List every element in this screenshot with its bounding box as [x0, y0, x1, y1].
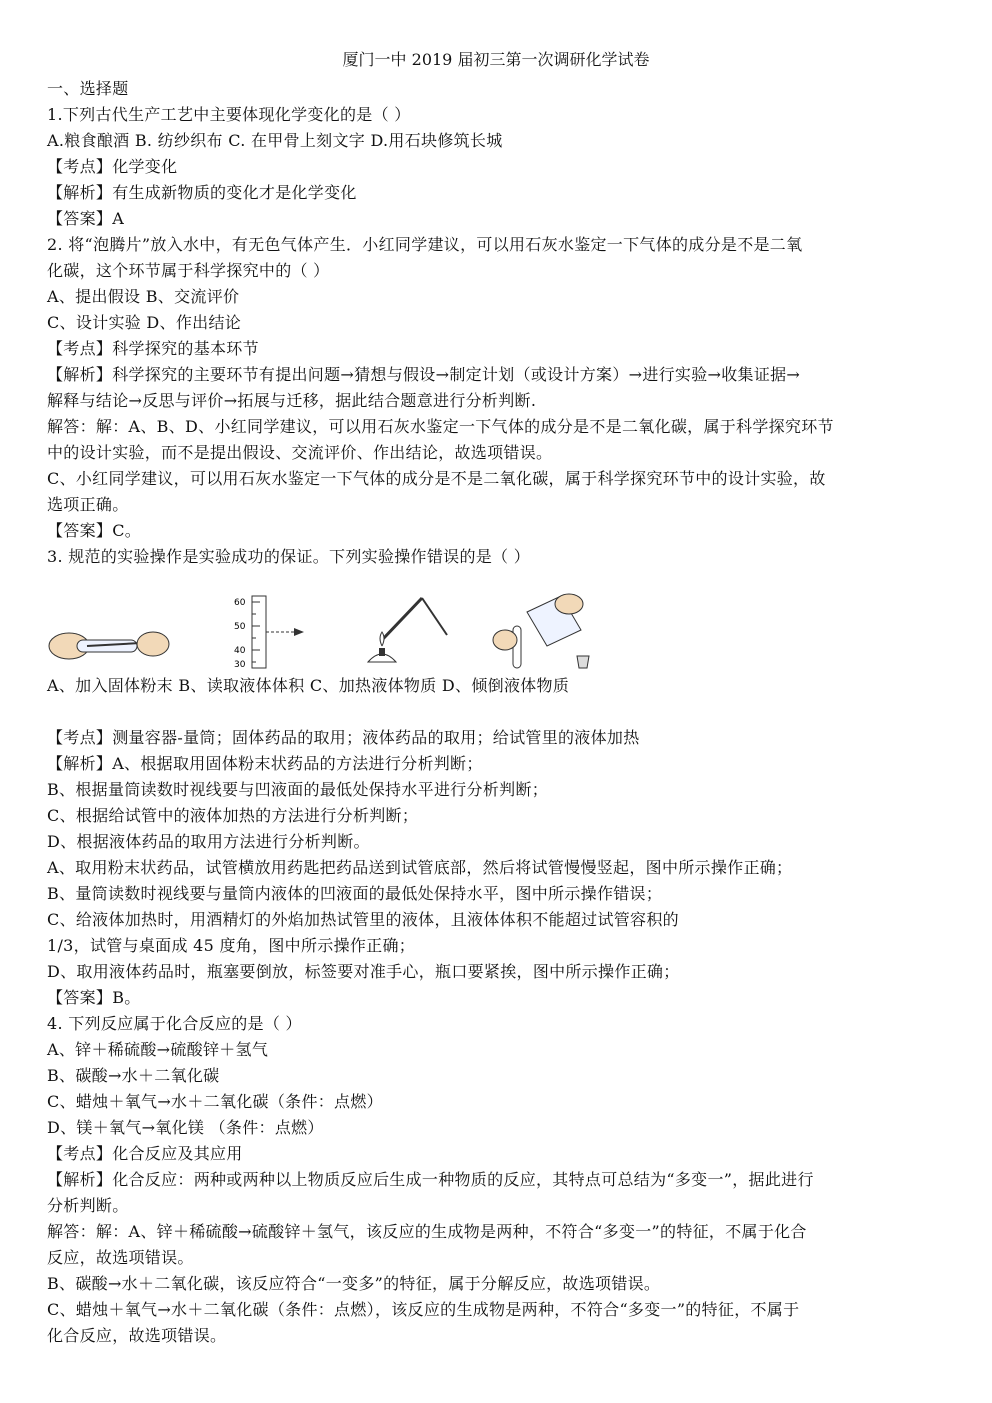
q3-point: 【考点】测量容器-量筒；固体药品的取用；液体药品的取用；给试管里的液体加热 [47, 728, 640, 747]
question-4: 4. 下列反应属于化合反应的是（ ） [47, 1014, 302, 1033]
graduated-cylinder-illustration [232, 590, 312, 670]
q2-options-cd: C、设计实验 D、作出结论 [47, 313, 242, 332]
pouring-liquid-illustration [477, 590, 597, 670]
q4-solution-c-cont: 化合反应，故选项错误。 [47, 1326, 227, 1345]
q4-point: 【考点】化合反应及其应用 [47, 1144, 243, 1163]
q3-figures [47, 590, 647, 670]
q4-analysis-cont: 分析判断。 [47, 1196, 129, 1215]
q3-solution-c: C、给液体加热时，用酒精灯的外焰加热试管里的液体，且液体体积不能超过试管容积的 [47, 910, 679, 929]
page-title: 厦门一中 2019 届初三第一次调研化学试卷 [342, 50, 650, 69]
question-2-cont: 化碳，这个环节属于科学探究中的（ ） [47, 261, 330, 280]
q2-solution-cont: 中的设计实验，而不是提出假设、交流评价、作出结论，故选项错误。 [47, 443, 553, 462]
q4-analysis: 【解析】化合反应：两种或两种以上物质反应后生成一种物质的反应，其特点可总结为“多变一”，据此进行 [47, 1170, 814, 1189]
q4-option-d: D、镁＋氧气→氧化镁 （条件：点燃） [47, 1118, 324, 1137]
q3-analysis-a: 【解析】A、根据取用固体粉末状药品的方法进行分析判断； [47, 754, 483, 773]
q4-option-b: B、碳酸→水＋二氧化碳 [47, 1066, 220, 1085]
question-1: 1.下列古代生产工艺中主要体现化学变化的是（ ） [47, 105, 411, 124]
q4-solution-a-cont: 反应，故选项错误。 [47, 1248, 194, 1267]
q3-analysis-c: C、根据给试管中的液体加热的方法进行分析判断； [47, 806, 419, 825]
q2-solution-c-cont: 选项正确。 [47, 495, 129, 514]
q4-solution-b: B、碳酸→水＋二氧化碳，该反应符合“一变多”的特征，属于分解反应，故选项错误。 [47, 1274, 661, 1293]
tick-label: 60 [234, 598, 246, 608]
heating-liquid-illustration [352, 590, 452, 670]
q1-answer: 【答案】A [47, 209, 125, 228]
q1-options: A.粮食酿酒 B. 纺纱织布 C. 在甲骨上刻文字 D.用石块修筑长城 [47, 131, 503, 150]
q3-solution-d: D、取用液体药品时，瓶塞要倒放，标签要对准手心，瓶口要紧挨，图中所示操作正确； [47, 962, 680, 981]
tick-label: 50 [234, 622, 246, 632]
q3-options: A、加入固体粉末 B、读取液体体积 C、加热液体物质 D、倾倒液体物质 [47, 676, 570, 695]
q3-solution-a: A、取用粉末状药品，试管横放用药匙把药品送到试管底部，然后将试管慢慢竖起，图中所示操作正确； [47, 858, 793, 877]
q3-solution-b: B、量筒读数时视线要与量筒内液体的凹液面的最低处保持水平，图中所示操作错误； [47, 884, 663, 903]
q4-solution-a: 解答：解：A、锌＋稀硫酸→硫酸锌＋氢气，该反应的生成物是两种，不符合“多变一”的特征，不属于化合 [47, 1222, 807, 1241]
q2-point: 【考点】科学探究的基本环节 [47, 339, 259, 358]
q3-analysis-b: B、根据量筒读数时视线要与凹液面的最低处保持水平进行分析判断； [47, 780, 549, 799]
q2-solution: 解答：解：A、B、D、小红同学建议，可以用石灰水鉴定一下气体的成分是不是二氧化碳，属于科学探究环节 [47, 417, 834, 436]
q1-point: 【考点】化学变化 [47, 157, 178, 176]
section-heading: 一、选择题 [47, 79, 129, 98]
q2-analysis: 【解析】科学探究的主要环节有提出问题→猜想与假设→制定计划（或设计方案）→进行实验→收集证据→ [47, 365, 801, 384]
tick-label: 40 [234, 646, 246, 656]
q2-analysis-cont: 解释与结论→反思与评价→拓展与迁移，据此结合题意进行分析判断. [47, 391, 537, 410]
question-2: 2. 将“泡腾片”放入水中，有无色气体产生．小红同学建议，可以用石灰水鉴定一下气体的成分是不是二氧 [47, 235, 803, 254]
q2-answer: 【答案】C。 [47, 521, 142, 540]
add-powder-illustration [47, 618, 171, 668]
q4-solution-c: C、蜡烛＋氧气→水＋二氧化碳（条件：点燃），该反应的生成物是两种，不符合“多变一”的特征，不属于 [47, 1300, 800, 1319]
q2-solution-c: C、小红同学建议，可以用石灰水鉴定一下气体的成分是不是二氧化碳，属于科学探究环节中的设计实验，故 [47, 469, 826, 488]
q2-options-ab: A、提出假设 B、交流评价 [47, 287, 240, 306]
question-3: 3. 规范的实验操作是实验成功的保证。下列实验操作错误的是（ ） [47, 547, 531, 566]
q1-analysis: 【解析】有生成新物质的变化才是化学变化 [47, 183, 357, 202]
tick-label: 30 [234, 660, 246, 670]
q3-solution-c-cont: 1/3，试管与桌面成 45 度角，图中所示操作正确； [47, 936, 416, 955]
q4-option-a: A、锌＋稀硫酸→硫酸锌＋氢气 [47, 1040, 269, 1059]
q3-analysis-d: D、根据液体药品的取用方法进行分析判断。 [47, 832, 370, 851]
q4-option-c: C、蜡烛＋氧气→水＋二氧化碳（条件：点燃） [47, 1092, 383, 1111]
q3-answer: 【答案】B。 [47, 988, 141, 1007]
